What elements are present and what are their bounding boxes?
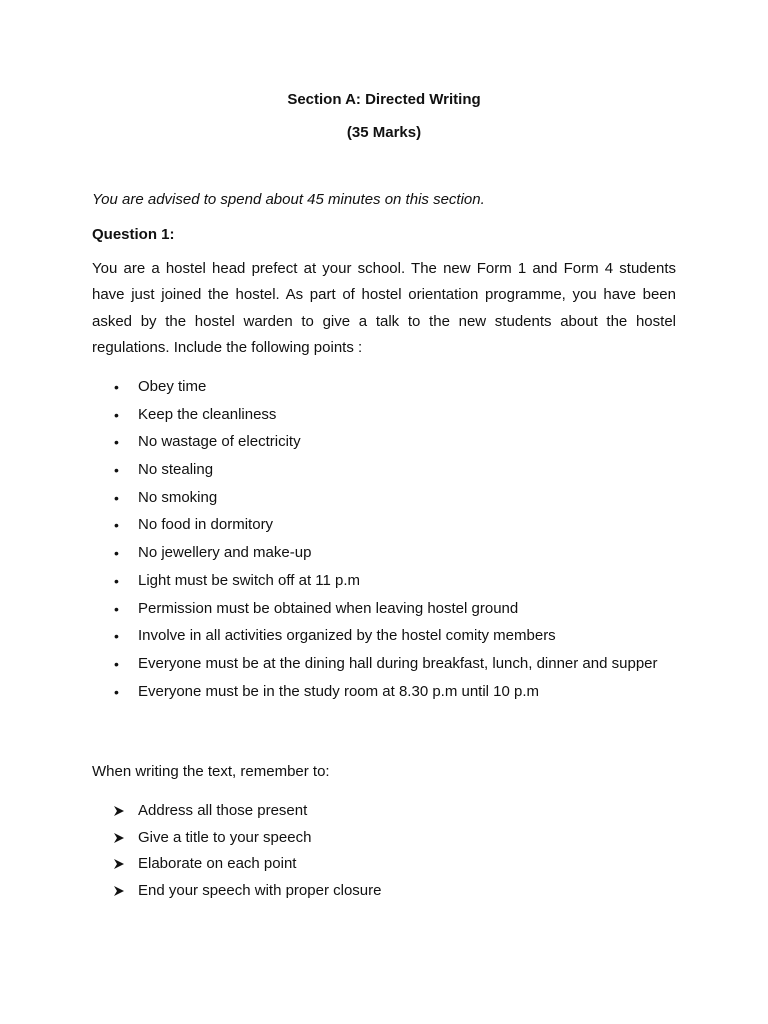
point-text: No smoking (138, 488, 218, 506)
question-line: regulations. Include the following points : (92, 339, 363, 357)
reminder-text: End your speech with proper closure (138, 881, 382, 899)
reminder-text: Give a title to your speech (138, 828, 312, 846)
point-text: No wastage of electricity (138, 433, 301, 451)
point-text: Everyone must be in the study room at 8.30 p.m until 10 p.m (138, 682, 540, 700)
section-marks: (35 Marks) (346, 124, 422, 141)
bullet-dot-icon: • (114, 379, 119, 395)
arrowhead-icon (113, 805, 125, 817)
question-line: You are a hostel head prefect at your school. The new Form 1 and Form 4 students (92, 260, 676, 277)
bullet-dot-icon: • (114, 489, 119, 506)
bullet-dot-icon: • (114, 545, 119, 562)
point-text: No jewellery and make-up (138, 544, 312, 562)
question-line: asked by the hostel warden to give a talk to the new students about the hostel (92, 312, 676, 330)
time-advice: You are advised to spend about 45 minutes on this section. (92, 191, 485, 208)
point-text: Involve in all activities organized by the hostel comity members (138, 627, 556, 645)
point-text: Light must be switch off at 11 p.m (138, 571, 361, 589)
question-line: have just joined the hostel. As part of hostel orientation programme, you have been (92, 286, 676, 304)
point-text: Everyone must be at the dining hall during breakfast, lunch, dinner and supper (138, 654, 658, 672)
section-title: Section A: Directed Writing (287, 91, 481, 108)
question-label: Question 1: (92, 226, 175, 243)
bullet-dot-icon: • (114, 434, 119, 451)
arrowhead-icon (113, 858, 125, 870)
reminder-intro: When writing the text, remember to: (92, 763, 330, 780)
point-text: Keep the cleanliness (138, 405, 277, 423)
bullet-dot-icon: • (114, 572, 119, 589)
reminder-text: Address all those present (138, 802, 308, 819)
bullet-dot-icon: • (114, 628, 119, 645)
point-text: Obey time (138, 378, 207, 395)
bullet-dot-icon: • (114, 406, 119, 423)
arrowhead-icon (113, 885, 125, 897)
bullet-dot-icon: • (114, 600, 119, 617)
bullet-dot-icon: • (114, 462, 119, 479)
reminder-text: Elaborate on each point (138, 855, 297, 872)
bullet-dot-icon: • (114, 517, 119, 534)
point-text: Permission must be obtained when leaving hostel ground (138, 599, 519, 617)
arrowhead-icon (113, 832, 125, 844)
point-text: No food in dormitory (138, 516, 274, 534)
bullet-dot-icon: • (114, 655, 119, 672)
point-text: No stealing (138, 461, 214, 479)
bullet-dot-icon: • (114, 683, 119, 700)
question-paragraph (92, 256, 676, 362)
